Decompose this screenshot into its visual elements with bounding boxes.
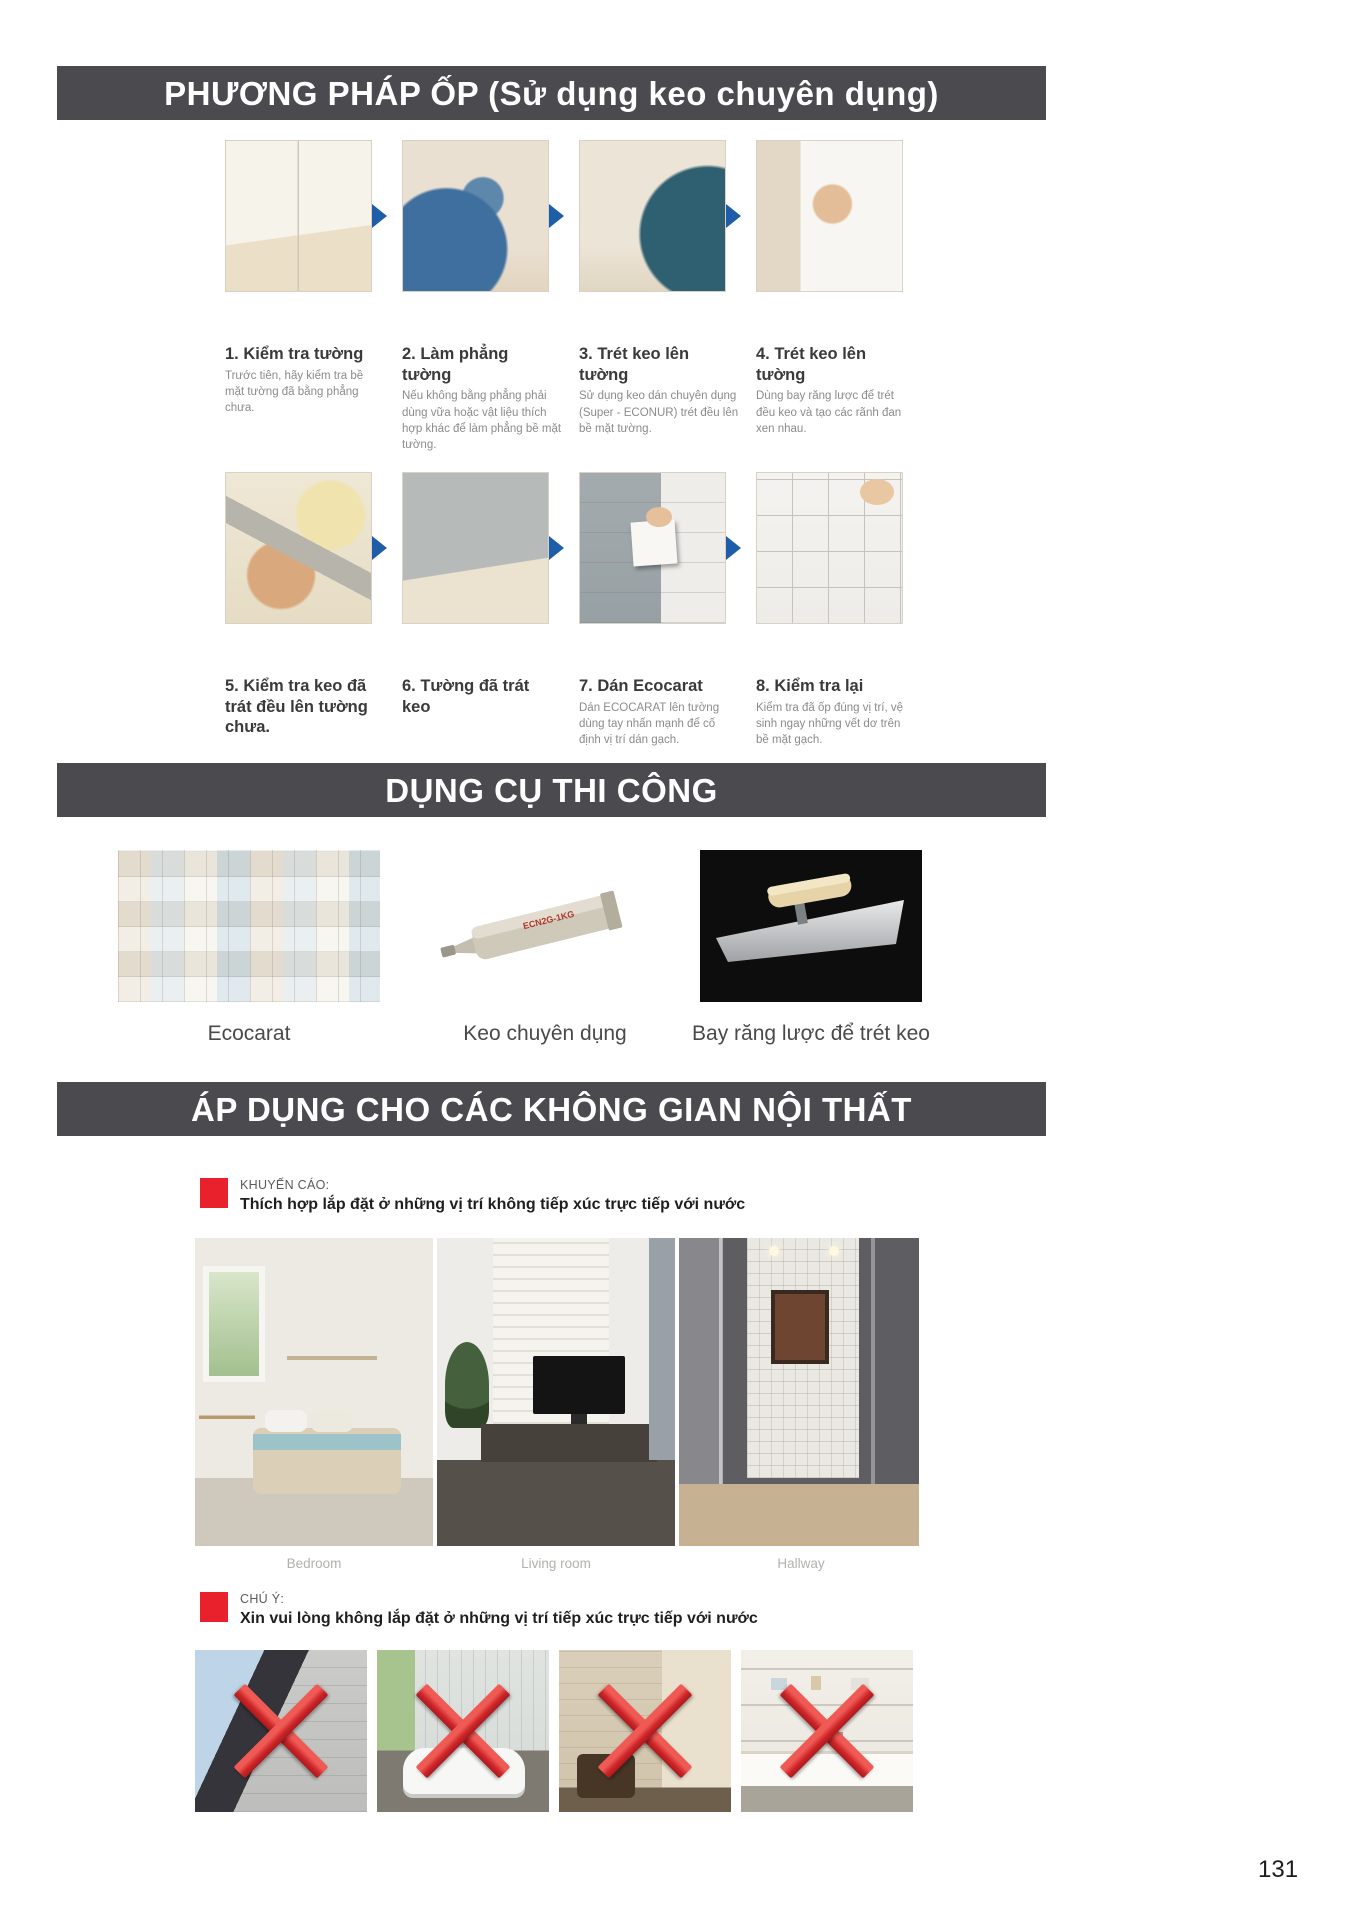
recommendation-note: [200, 1178, 900, 1214]
step-3-caption: [579, 344, 739, 437]
step-2: [402, 140, 562, 454]
x-mark-icon: [377, 1650, 549, 1812]
tool-label-ecocarat: Ecocarat: [207, 1022, 291, 1045]
step-6-photo: [402, 472, 549, 624]
caution-label: CHÚ Ý:: [240, 1592, 285, 1606]
room-label-living: Living room: [521, 1556, 591, 1571]
step-desc: Trước tiên, hãy kiểm tra bề mặt tường đã bằng phẳng chưa.: [225, 369, 364, 415]
step-3-photo: [579, 140, 726, 292]
window-shape: [203, 1266, 265, 1382]
step-5: [225, 472, 372, 741]
prohibited-photo-exterior: [195, 1650, 367, 1812]
tool-label-trowel: Bay răng lược để trét keo: [692, 1022, 930, 1045]
glass-reflection: [871, 1238, 875, 1484]
artwork-shape: [771, 1290, 829, 1364]
hand-shape: [860, 479, 894, 505]
caution-note: [200, 1592, 900, 1628]
step-8-caption: [756, 676, 916, 749]
prohibited-photo-bathroom: [377, 1650, 549, 1812]
method-section-header: PHƯƠNG PHÁP ỐP (Sử dụng keo chuyên dụng): [57, 66, 1046, 120]
step-desc: Dùng bay răng lược để trét đều keo và tạo các rãnh đan xen nhau.: [756, 390, 902, 435]
step-title: 7. Dán Ecocarat: [579, 677, 703, 695]
ceiling-light: [829, 1246, 839, 1256]
recommendation-label: KHUYẾN CÁO:: [240, 1178, 330, 1192]
room-photo-living: [437, 1238, 675, 1546]
room-label-bedroom: Bedroom: [286, 1556, 342, 1571]
step-2-caption: [402, 344, 562, 454]
arrow-right-icon: [726, 204, 756, 228]
ceiling-light: [769, 1246, 779, 1256]
step-desc: Kiểm tra đã ốp đúng vị trí, vệ sinh ngay những vết dơ trên bề mặt gạch.: [756, 701, 904, 747]
floor-shape: [679, 1484, 919, 1546]
step-desc: Sử dụng keo dán chuyên dụng (Super - ECONUR) trét đều lên bề mặt tường.: [579, 390, 739, 435]
tool-glue-tube-image: [430, 850, 660, 1002]
glass-reflection: [719, 1238, 723, 1484]
x-mark-icon: [195, 1650, 367, 1812]
bed-throw-shape: [253, 1434, 401, 1450]
room-label-hallway: Hallway: [777, 1556, 825, 1571]
step-7-caption: [579, 676, 739, 749]
step-title: 1. Kiểm tra tường: [225, 345, 364, 363]
step-4: [756, 140, 903, 437]
step-6: [402, 472, 549, 720]
tool-trowel-image: [700, 850, 922, 1002]
recommendation-text: Thích hợp lắp đặt ở những vị trí không tiếp xúc trực tiếp với nước: [240, 1196, 746, 1213]
tools-section-header: DỤNG CỤ THI CÔNG: [57, 763, 1046, 817]
red-square-icon: [200, 1592, 228, 1622]
arrow-right-icon: [549, 204, 579, 228]
caution-text: Xin vui lòng không lắp đặt ở những vị trí tiếp xúc trực tiếp với nước: [240, 1610, 758, 1627]
arrow-right-icon: [372, 536, 402, 560]
step-1: [225, 140, 372, 417]
x-mark-icon: [559, 1650, 731, 1812]
room-photo-bedroom: [195, 1238, 433, 1546]
pillow-shape: [265, 1410, 307, 1432]
glue-tube-label: ECN2G-1KG: [521, 908, 576, 932]
prohibited-photo-kitchen: [741, 1650, 913, 1812]
step-4-photo: [756, 140, 903, 292]
arrow-right-icon: [726, 536, 756, 560]
arrow-right-icon: [549, 536, 579, 560]
step-8-photo: [756, 472, 903, 624]
tv-stand-shape: [571, 1414, 587, 1424]
step-title: 5. Kiểm tra keo đã trát đều lên tường chưa.: [225, 677, 368, 737]
step-title: 8. Kiểm tra lại: [756, 677, 864, 695]
step-2-photo: [402, 140, 549, 292]
step-title: 2. Làm phẳng tường: [402, 345, 509, 384]
step-7-photo: [579, 472, 726, 624]
step-4-caption: [756, 344, 916, 437]
tool-label-glue: Keo chuyên dụng: [463, 1022, 627, 1045]
room-photo-hallway: [679, 1238, 919, 1546]
step-1-caption: [225, 344, 385, 417]
step-6-caption: [402, 676, 562, 717]
step-1-photo: [225, 140, 372, 292]
curtain-shape: [649, 1238, 675, 1460]
plant-shape: [445, 1342, 489, 1428]
red-square-icon: [200, 1178, 228, 1208]
step-5-photo: [225, 472, 372, 624]
step-title: 4. Trét keo lên tường: [756, 345, 867, 384]
shelf-shape: [287, 1356, 377, 1360]
step-desc: Dán ECOCARAT lên tường dùng tay nhấn mạnh để cố định vị trí dán gạch.: [579, 701, 720, 747]
step-title: 6. Tường đã trát keo: [402, 677, 530, 716]
step-5-caption: [225, 676, 385, 738]
tv-shape: [533, 1356, 625, 1414]
step-desc: Nếu không bằng phẳng phải dùng vữa hoặc vật liệu thích hợp khác để làm phẳng bề mặt tường.: [402, 390, 562, 452]
page-number: 131: [1258, 1856, 1299, 1883]
apply-section-header: ÁP DỤNG CHO CÁC KHÔNG GIAN NỘI THẤT: [57, 1082, 1046, 1136]
hand-shape: [646, 507, 672, 527]
step-3: [579, 140, 739, 437]
step-title: 3. Trét keo lên tường: [579, 345, 690, 384]
step-7: [579, 472, 726, 749]
step-8: [756, 472, 903, 749]
x-mark-icon: [741, 1650, 913, 1812]
tool-ecocarat-image: [118, 850, 380, 1002]
arrow-right-icon: [372, 204, 402, 228]
pillow-shape: [311, 1410, 353, 1432]
steps-row-2: [225, 472, 903, 749]
prohibited-photo-bath-interior: [559, 1650, 731, 1812]
steps-row-1: [225, 140, 903, 454]
trowel-blade: [716, 900, 904, 962]
cabinet-shape: [481, 1424, 657, 1462]
tile-being-placed: [631, 520, 678, 567]
desk-shape: [199, 1388, 255, 1438]
